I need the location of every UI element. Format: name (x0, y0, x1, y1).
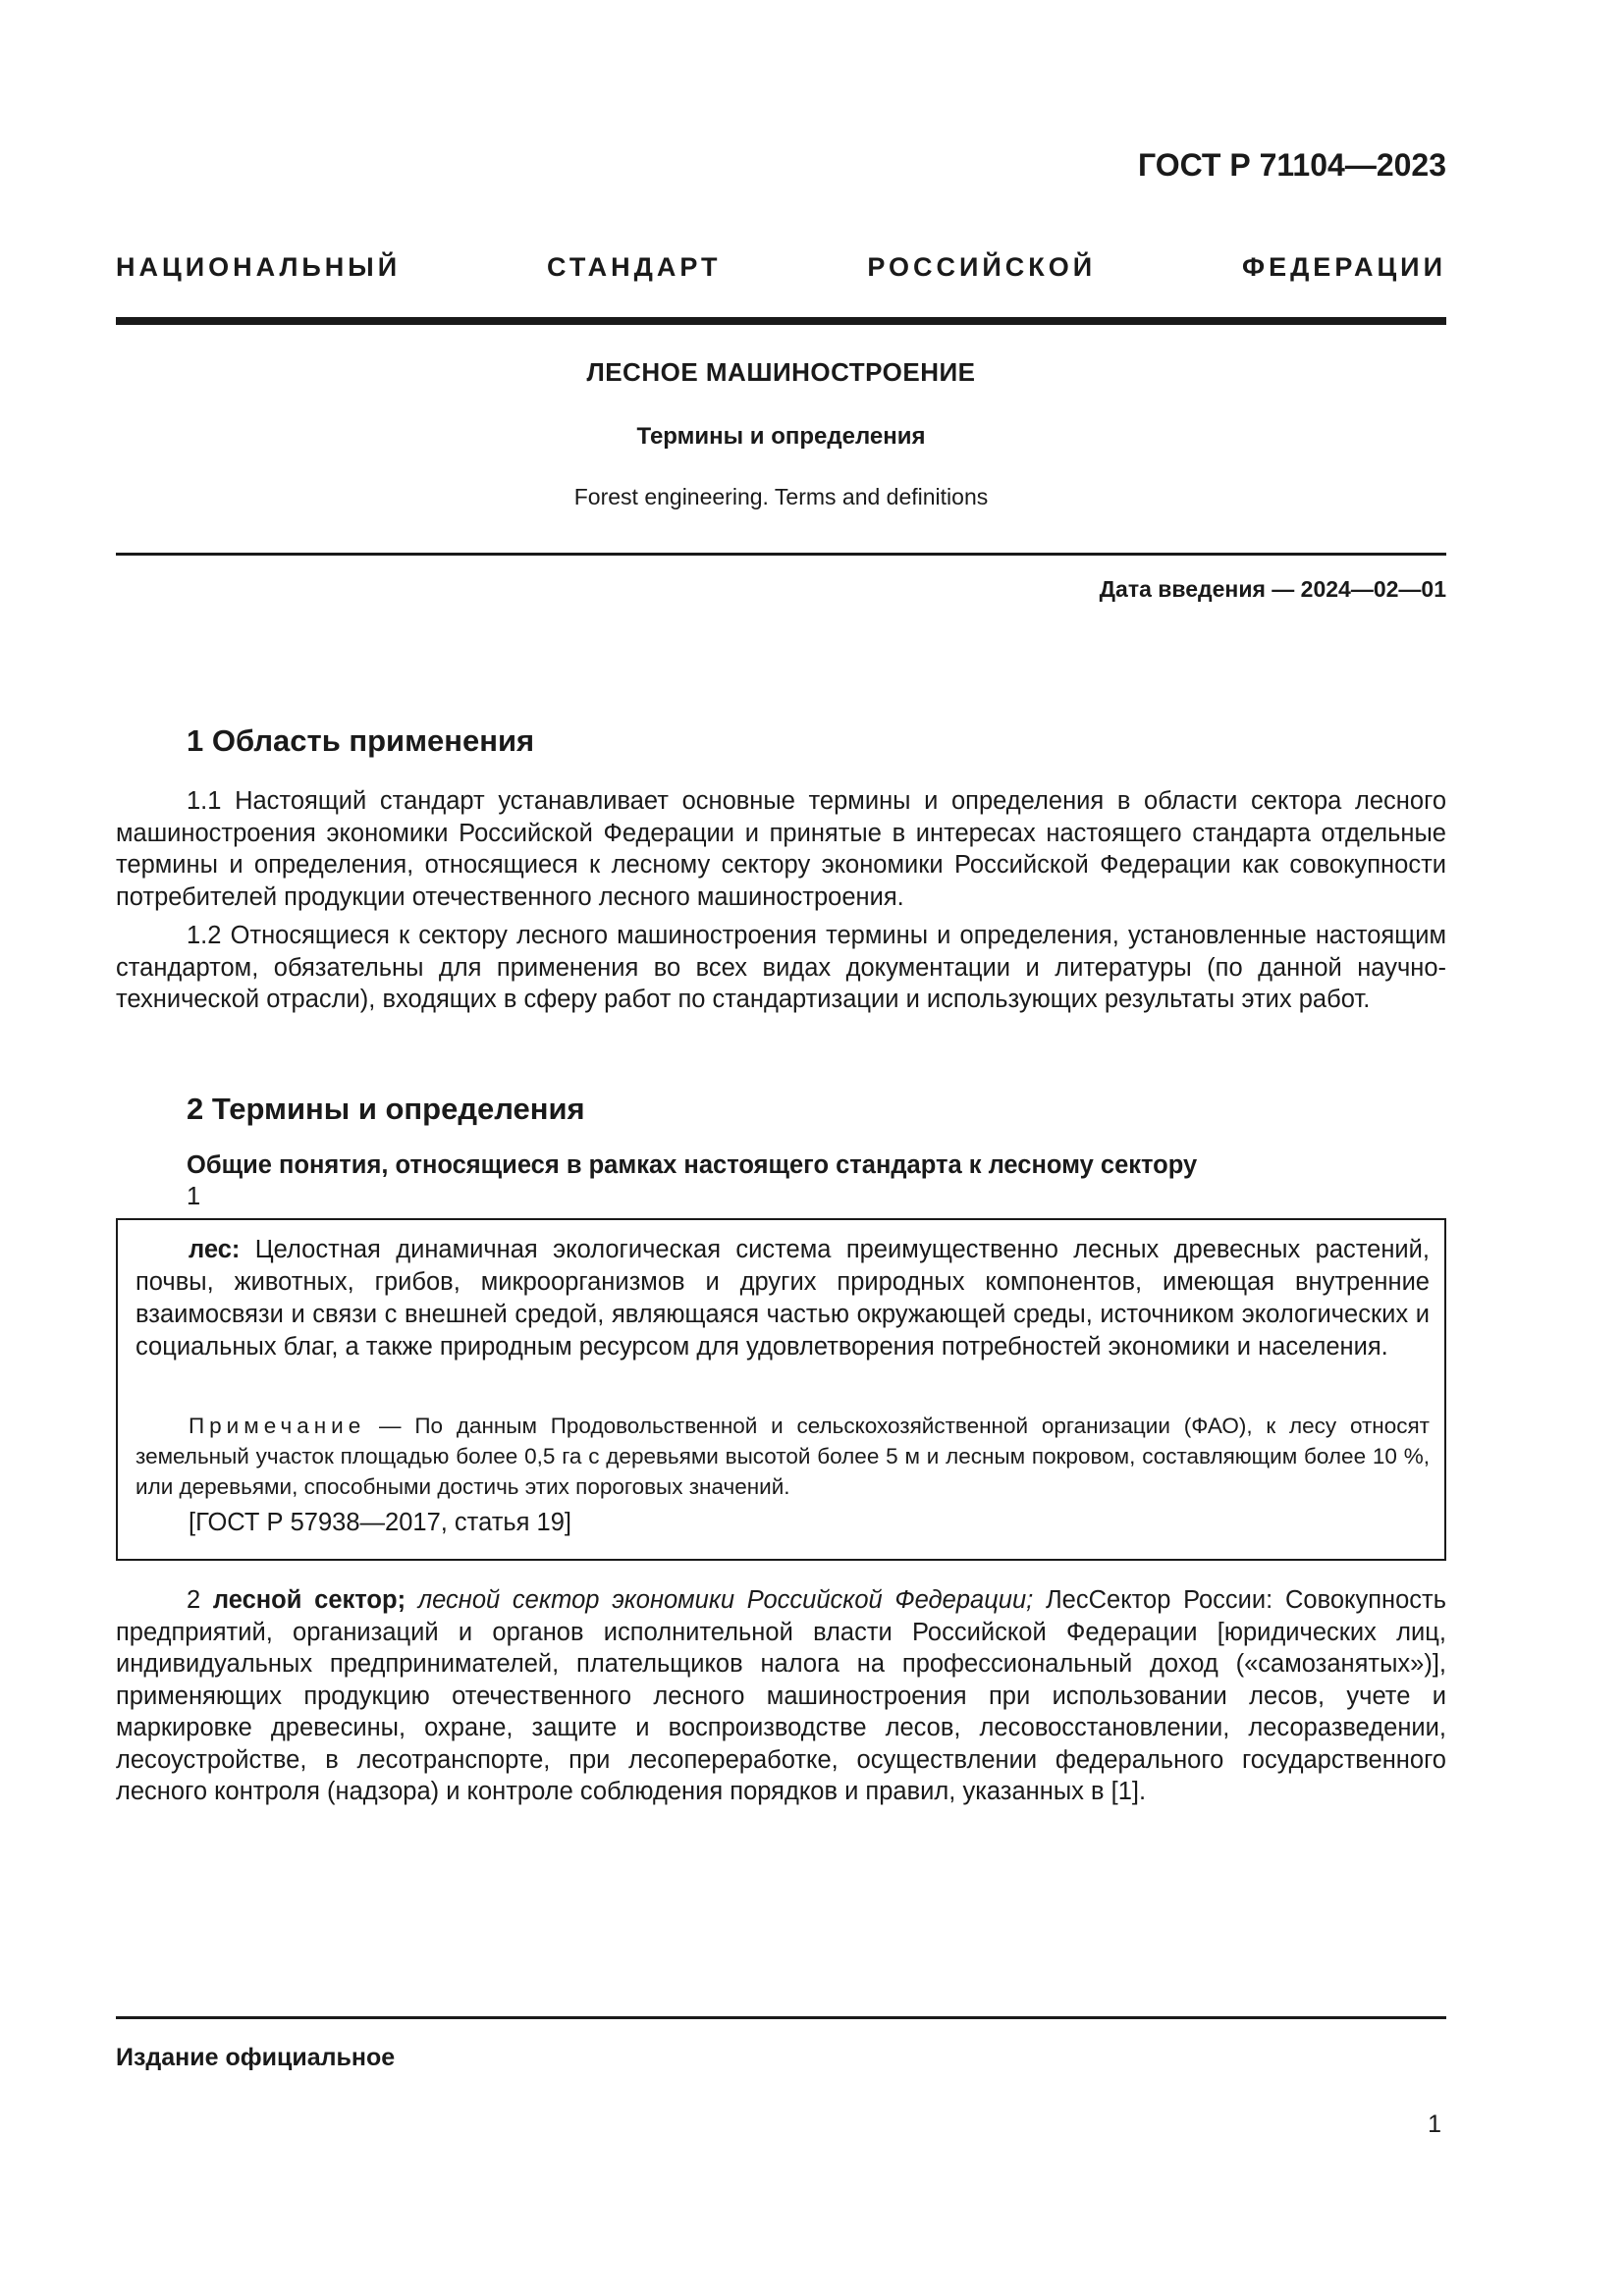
document-number: ГОСТ Р 71104—2023 (1138, 147, 1446, 183)
page-number: 1 (1428, 2110, 1441, 2138)
official-edition-label: Издание официальное (116, 2044, 396, 2071)
document-title: ЛЕСНОЕ МАШИНОСТРОЕНИЕ (586, 357, 976, 387)
term-2-abbreviation: ЛесСектор России: (1033, 1586, 1273, 1614)
paragraph-1-2: 1.2 Относящиеся к сектору лесного машиностроения термины и определения, установленные настоящим стандартом, обязательны для применения во всех видах документации и литературы (по данной научно-технической отрасли), входящих в сферу работ по стандартизации и использующих результаты этих работ. (116, 922, 1446, 1013)
section-1-heading: 1 Область применения (187, 723, 535, 758)
note-text: — По данным Продовольственной и сельскохозяйственной организации (ФАО), к лесу относят земельный участок площадью более 0,5 га с деревьями высотой более 5 м и лесным покровом, составляющим более 10 %, или деревьями, способными достичь этих пороговых значений. (135, 1414, 1430, 1499)
header-divider (116, 317, 1446, 325)
introduction-date: Дата введения — 2024—02—01 (1099, 576, 1446, 602)
paragraph-1-1: 1.1 Настоящий стандарт устанавливает основные термины и определения в области сектора лесного машиностроения экономики Российской Федерации и принятые в интересах настоящего стандарта отдельные термины и определения, относящиеся к лесному сектору экономики Российской Федерации как совокупности потребителей продукции отечественного лесного машиностроения. (116, 787, 1446, 911)
term-1-source: [ГОСТ Р 57938—2017, статья 19] (189, 1509, 571, 1536)
term-1-definition-text: Целостная динамичная экологическая система преимущественно лесных древесных растений, почвы, животных, грибов, микроорганизмов и других природных компонентов, имеющая внутренние взаимосвязи и связи с внешней средой, являющаяся частью окружающей среды, источником экологических и социальных благ, а также природным ресурсом для удовлетворения потребностей экономики и населения. (135, 1236, 1430, 1361)
term-2-synonym: лесной сектор экономики Российской Федерации; (406, 1586, 1034, 1614)
section-2-heading: 2 Термины и определения (187, 1092, 585, 1126)
term-1-box (116, 1218, 1446, 1561)
term-1-number: 1 (187, 1183, 201, 1210)
standard-type-banner: НАЦИОНАЛЬНЫЙ СТАНДАРТ РОССИЙСКОЙ ФЕДЕРАЦИИ (116, 252, 1446, 282)
footer-divider (116, 2016, 1446, 2019)
title-divider (116, 553, 1446, 556)
term-1-definition (135, 1234, 1430, 1363)
term-2-definition: Совокупность предприятий, организаций и органов исполнительной власти Российской Федерации [юридических лиц, индивидуальных предпринимателей, плательщиков налога на профессиональный доход («самозанятых»)], применяющих продукцию отечественного лесного машиностроения при использовании лесов, учете и маркировке древесины, охране, защите и воспроизводстве лесов, лесовосстановлении, лесоразведении, лесоустройстве, в лесотранспорте, при лесопереработке, осуществлении федерального государственного лесного контроля (надзора) и контроле соблюдения порядков и правил, указанных в [1]. (116, 1586, 1446, 1805)
term-2-term: лесной сектор; (212, 1586, 406, 1614)
english-title: Forest engineering. Terms and definitions (573, 484, 989, 509)
term-1-term: лес: (189, 1236, 241, 1263)
document-subtitle: Термины и определения (636, 423, 926, 450)
term-1-note (135, 1411, 1430, 1502)
term-2-entry (116, 1584, 1446, 1808)
note-label: Примечание (189, 1414, 366, 1438)
term-2-number: 2 (187, 1586, 213, 1614)
subsection-heading: Общие понятия, относящиеся в рамках настоящего стандарта к лесному сектору (187, 1151, 1198, 1179)
